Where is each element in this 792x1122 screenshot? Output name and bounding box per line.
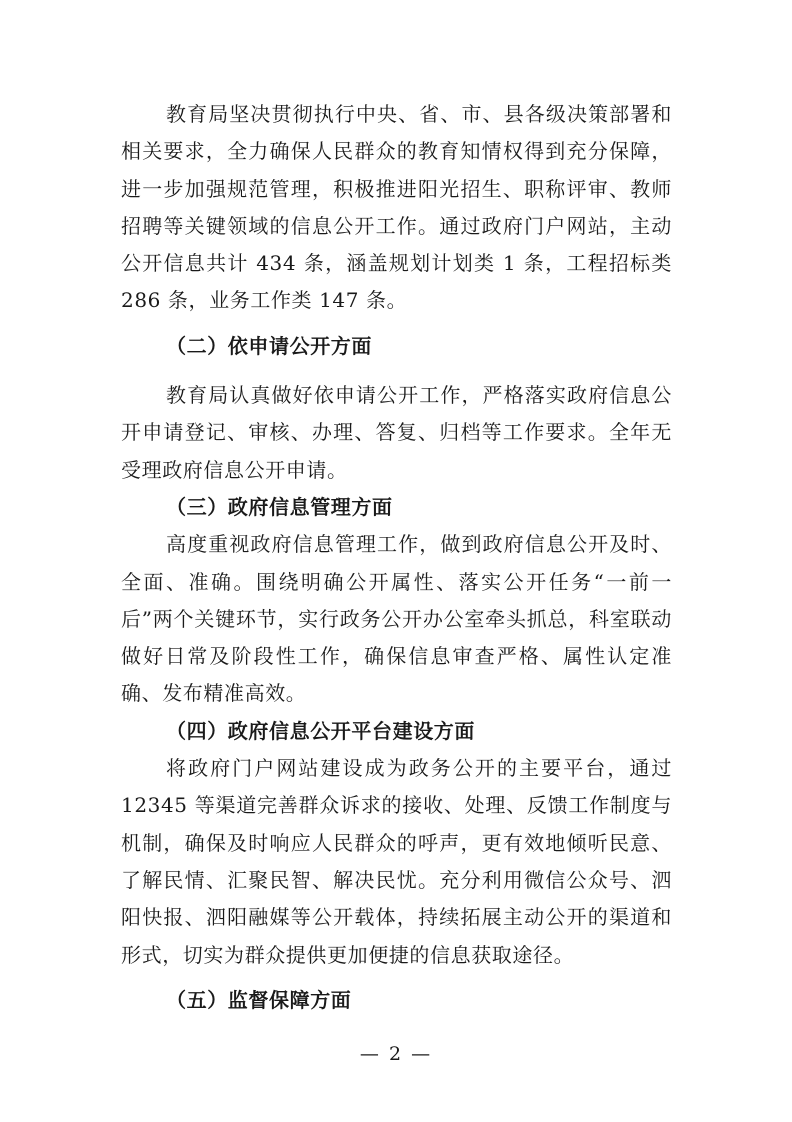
section-heading-supervision: （五）监督保障方面 bbox=[166, 987, 352, 1012]
section-heading-platform-construction: （四）政府信息公开平台建设方面 bbox=[166, 718, 475, 743]
paragraph-application-disclosure: 教育局认真做好依申请公开工作，严格落实政府信息公开申请登记、审核、办理、答复、归档等工作要求。全年无受理政府信息公开申请。 bbox=[121, 383, 672, 482]
document-body bbox=[121, 96, 672, 1019]
section-heading-information-management: （三）政府信息管理方面 bbox=[166, 494, 393, 519]
paragraph-proactive-disclosure: 教育局坚决贯彻执行中央、省、市、县各级决策部署和相关要求，全力确保人民群众的教育知情权得到充分保障，进一步加强规范管理，积极推进阳光招生、职称评审、教师招聘等关键领域的信息公开工作。通过政府门户网站，主动公开信息共计 434 条，涵盖规划计划类 1 条，工程招标类 286 条，业务工作类 147 条。 bbox=[121, 102, 672, 313]
paragraph-information-management: 高度重视政府信息管理工作，做到政府信息公开及时、全面、准确。围绕明确公开属性、落实公开任务“一前一后”两个关键环节，实行政务公开办公室牵头抓总，科室联动做好日常及阶段性工作，确保信息审查严格、属性认定准确、发布精准高效。 bbox=[121, 532, 672, 706]
section-heading-application-disclosure: （二）依申请公开方面 bbox=[166, 333, 372, 358]
page-number: — 2 — bbox=[359, 1043, 433, 1065]
paragraph-platform-construction: 将政府门户网站建设成为政务公开的主要平台，通过12345 等渠道完善群众诉求的接收、处理、反馈工作制度与机制，确保及时响应人民群众的呼声，更有效地倾听民意、了解民情、汇聚民智、解决民忧。充分利用微信公众号、泗阳快报、泗阳融媒等公开载体，持续拓展主动公开的渠道和形式，切实为群众提供更加便捷的信息获取途径。 bbox=[121, 756, 672, 967]
